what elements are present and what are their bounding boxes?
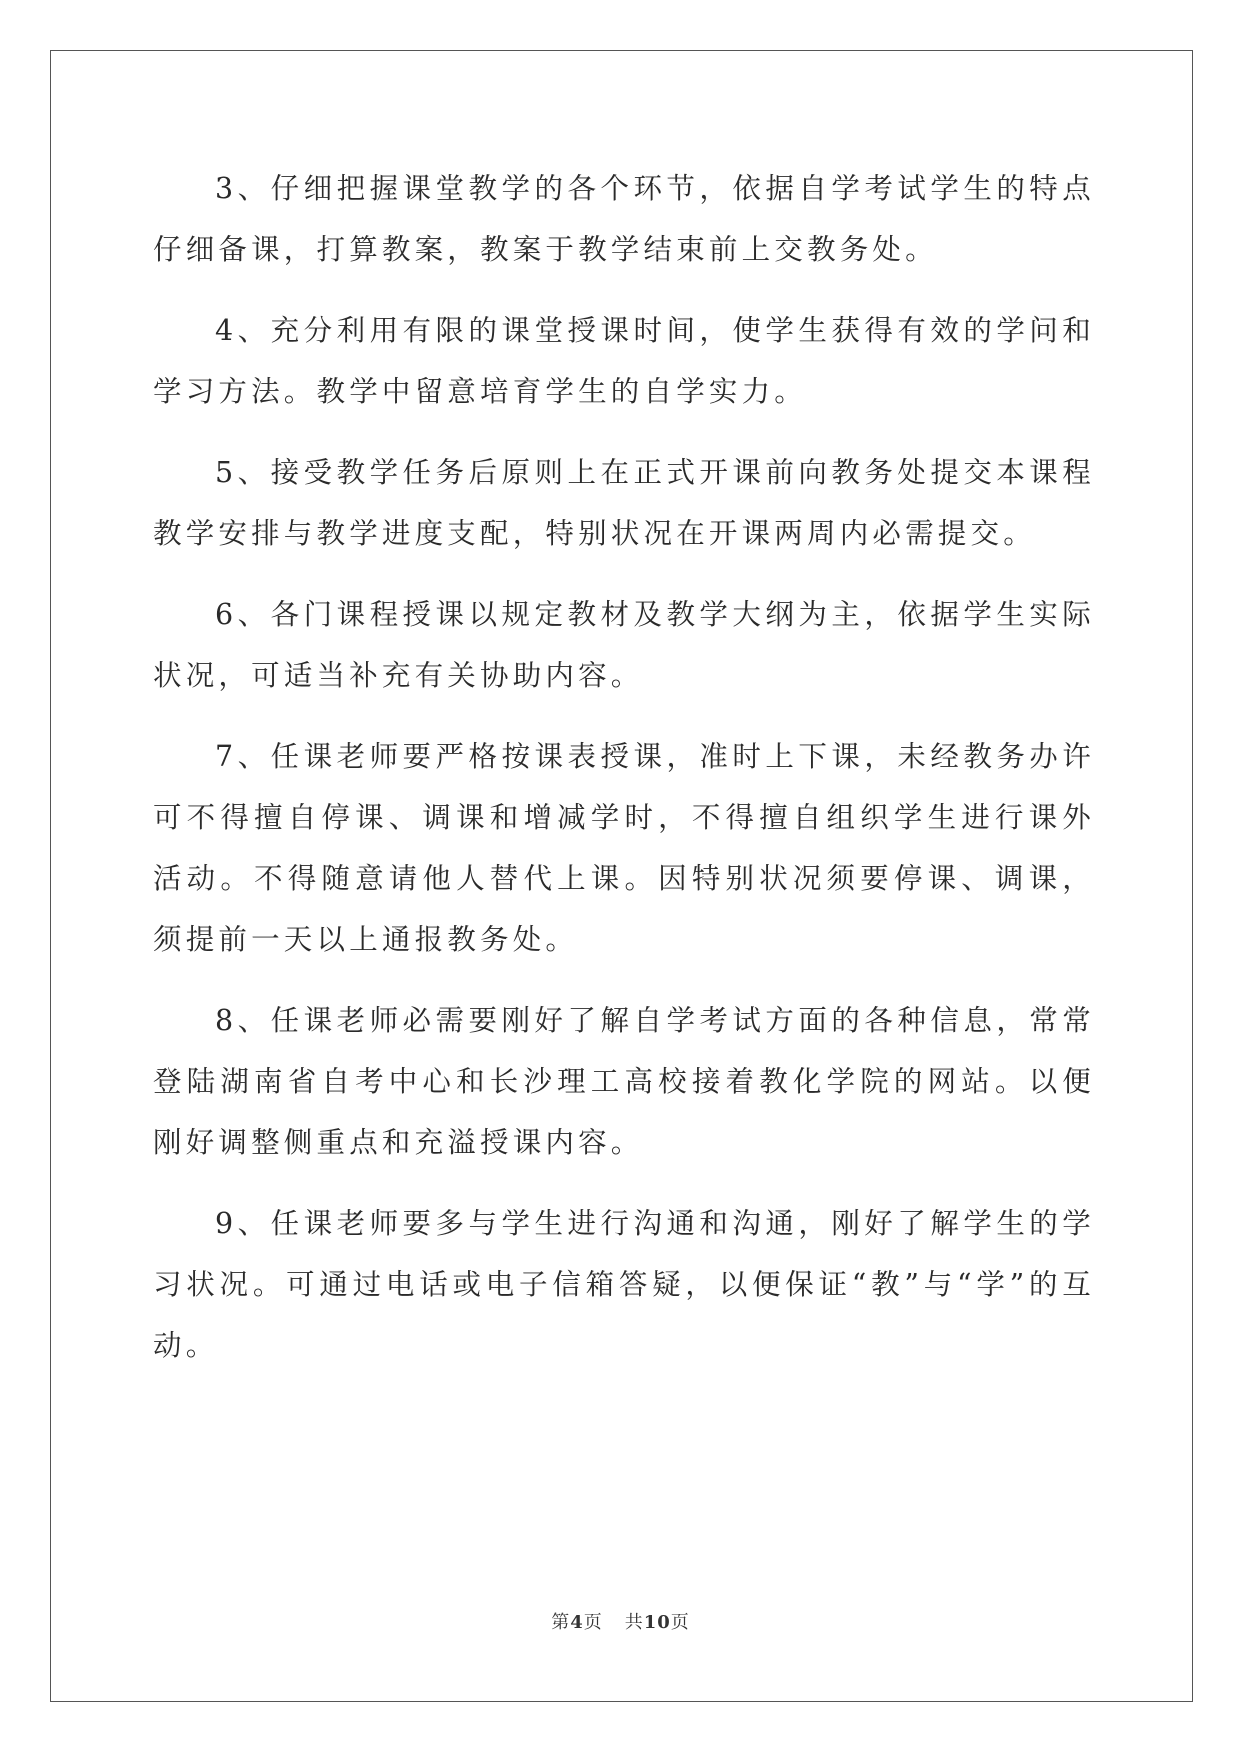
document-body [153, 158, 1095, 1396]
page-suffix: 页 [583, 1612, 603, 1633]
total-suffix: 页 [670, 1612, 690, 1633]
page-prefix: 第 [551, 1612, 571, 1633]
paragraph-item-8: 8、任课老师必需要刚好了解自学考试方面的各种信息，常常登陆湖南省自考中心和长沙理工高校接着教化学院的网站。以便刚好调整侧重点和充溢授课内容。 [153, 1004, 1095, 1159]
total-pages: 10 [643, 1612, 671, 1633]
paragraph-item-5: 5、接受教学任务后原则上在正式开课前向教务处提交本课程教学安排与教学进度支配，特别状况在开课两周内必需提交。 [153, 456, 1095, 550]
paragraph-item-4: 4、充分利用有限的课堂授课时间，使学生获得有效的学问和学习方法。教学中留意培育学生的自学实力。 [153, 314, 1095, 408]
total-prefix: 共 [624, 1612, 644, 1633]
paragraph-item-3: 3、仔细把握课堂教学的各个环节，依据自学考试学生的特点仔细备课，打算教案，教案于教学结束前上交教务处。 [153, 172, 1095, 266]
paragraph-item-6: 6、各门课程授课以规定教材及教学大纲为主，依据学生实际状况，可适当补充有关协助内容。 [153, 598, 1095, 692]
page-footer [0, 1608, 1241, 1634]
page-number: 4 [570, 1612, 584, 1633]
paragraph-item-9: 9、任课老师要多与学生进行沟通和沟通，刚好了解学生的学习状况。可通过电话或电子信箱答疑，以便保证“教”与“学”的互动。 [153, 1207, 1095, 1362]
paragraph-item-7: 7、任课老师要严格按课表授课，准时上下课，未经教务办许可不得擅自停课、调课和增减学时，不得擅自组织学生进行课外活动。不得随意请他人替代上课。因特别状况须要停课、调课，须提前一天以上通报教务处。 [153, 740, 1095, 956]
